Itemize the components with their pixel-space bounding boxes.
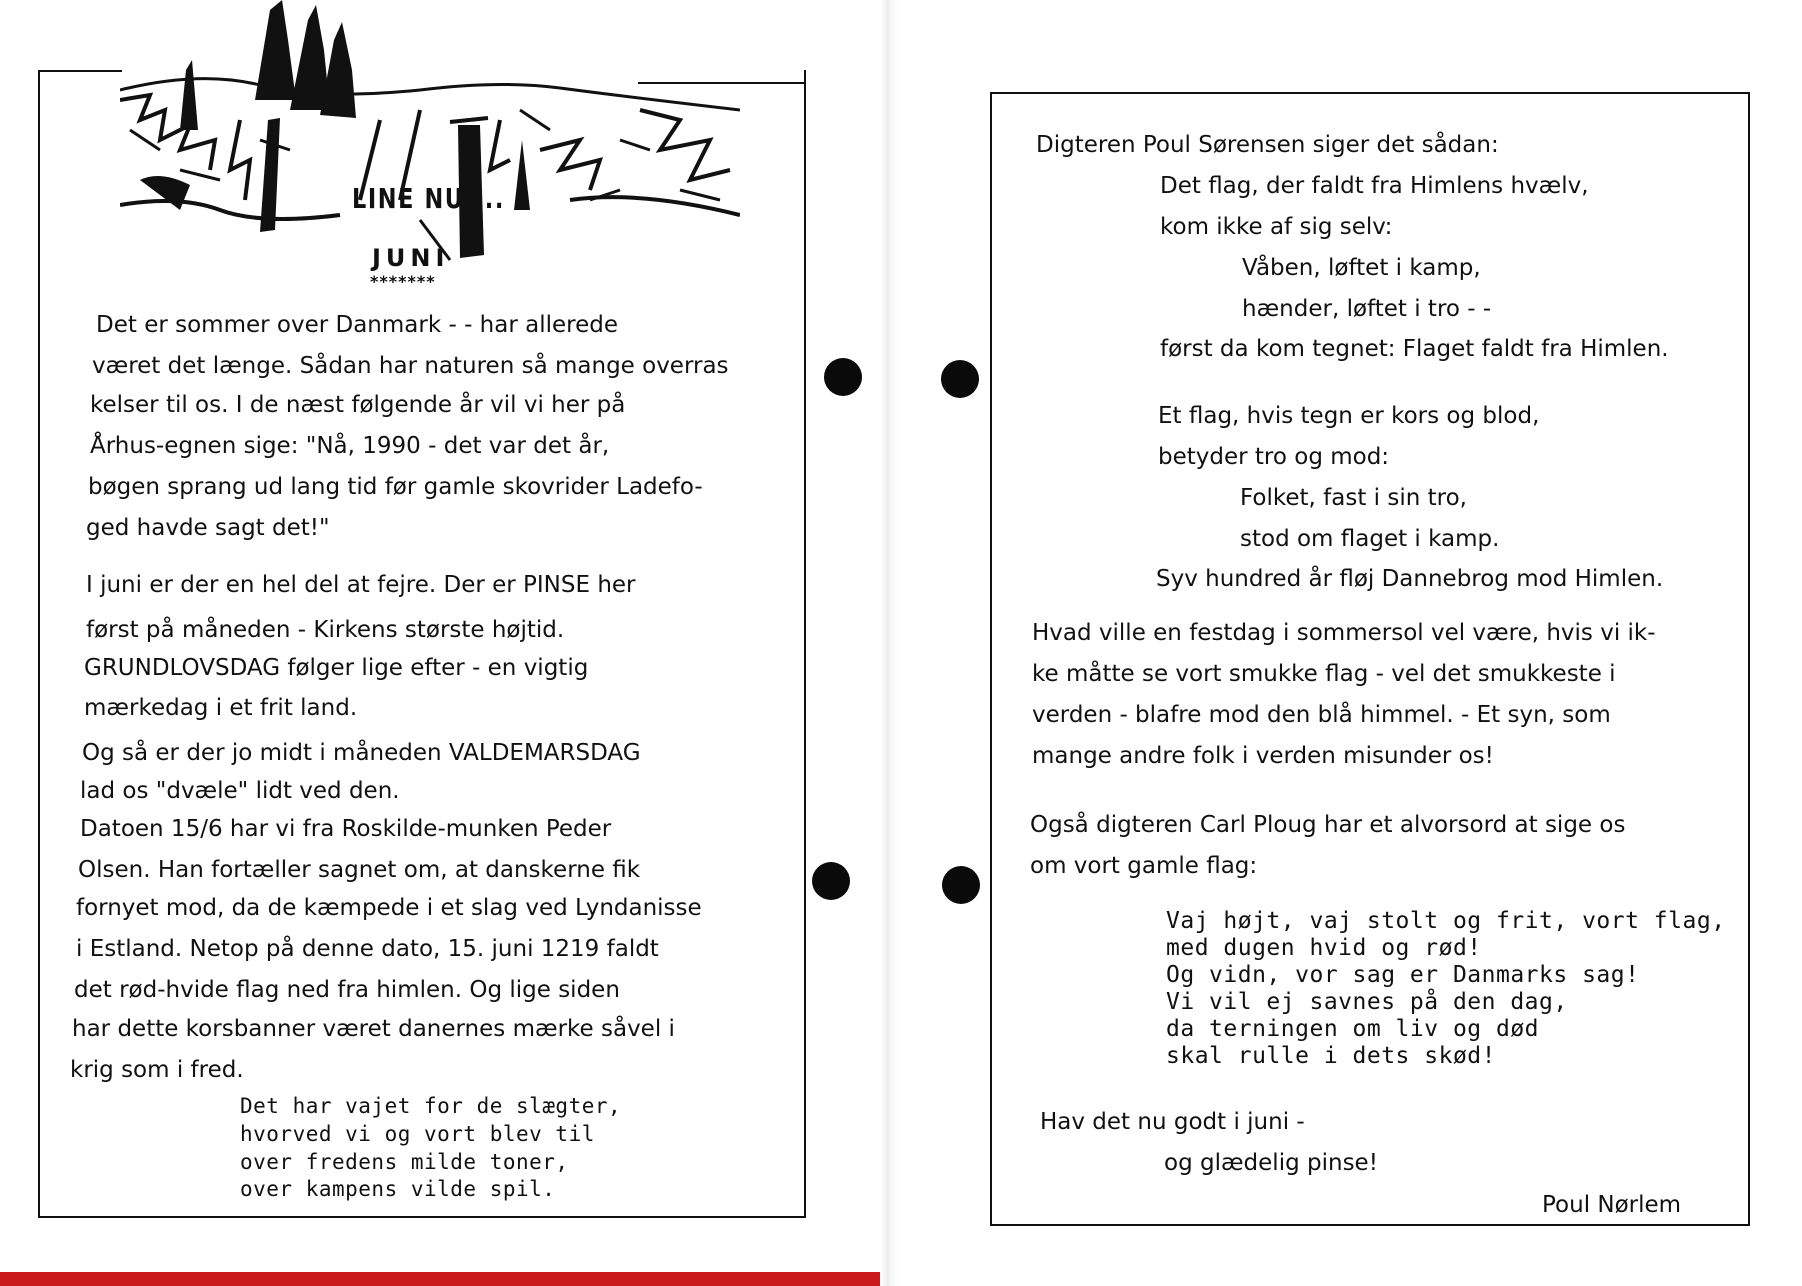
punch-hole — [942, 866, 980, 904]
closing-line: Hav det nu godt i juni - — [1040, 1109, 1305, 1135]
verse-line: Vaj højt, vaj stolt og frit, vort flag, — [1166, 908, 1726, 934]
text-line: først på måneden - Kirkens største højtid. — [86, 617, 565, 643]
text-line: mærkedag i et frit land. — [84, 695, 358, 721]
text-line: bøgen sprang ud lang tid før gamle skovrider Ladefo- — [88, 474, 703, 500]
text-line: det rød-hvide flag ned fra himlen. Og lige siden — [74, 977, 620, 1003]
text-line: kelser til os. I de næst følgende år vil vi her på — [90, 392, 626, 418]
poem-line: først da kom tegnet: Flaget faldt fra Himlen. — [1160, 336, 1669, 362]
punch-hole — [812, 862, 850, 900]
verse-line: Det har vajet for de slægter, — [240, 1094, 622, 1118]
month-heading: JUNI — [372, 244, 450, 272]
poem-line: kom ikke af sig selv: — [1160, 214, 1393, 240]
text-line: været det længe. Sådan har naturen så mange overras — [92, 353, 729, 379]
closing-line: og glædelig pinse! — [1164, 1150, 1378, 1176]
text-line: Datoen 15/6 har vi fra Roskilde-munken Peder — [80, 816, 612, 842]
text-line: krig som i fred. — [70, 1057, 244, 1083]
poem-line: Et flag, hvis tegn er kors og blod, — [1158, 403, 1540, 429]
text-line: I juni er der en hel del at fejre. Der er PINSE her — [86, 572, 636, 598]
column-heading: LINE NU.... — [352, 182, 506, 215]
text-line: lad os "dvæle" lidt ved den. — [80, 778, 400, 804]
text-line: fornyet mod, da de kæmpede i et slag ved Lyndanisse — [76, 895, 702, 921]
text-line: Og så er der jo midt i måneden VALDEMARSDAG — [82, 740, 641, 766]
verse-line: over fredens milde toner, — [240, 1150, 569, 1174]
poem-line: betyder tro og mod: — [1158, 444, 1390, 470]
verse-line: over kampens vilde spil. — [240, 1177, 556, 1201]
punch-hole — [824, 358, 862, 396]
text-line: i Estland. Netop på denne dato, 15. juni 1219 faldt — [76, 936, 659, 962]
text-line: Det er sommer over Danmark - - har allerede — [96, 312, 618, 338]
page-gutter — [880, 0, 898, 1286]
text-line: Også digteren Carl Ploug har et alvorsord at sige os — [1030, 812, 1626, 838]
verse-line: hvorved vi og vort blev til — [240, 1122, 595, 1146]
page-edge — [0, 1272, 880, 1286]
text-line: verden - blafre mod den blå himmel. - Et syn, som — [1032, 702, 1611, 728]
poem-line: hænder, løftet i tro - - — [1242, 296, 1492, 322]
punch-hole — [941, 360, 979, 398]
verse-line: da terningen om liv og død — [1166, 1016, 1540, 1042]
text-line: har dette korsbanner været danernes mærke såvel i — [72, 1016, 675, 1042]
text-line: ged havde sagt det!" — [86, 515, 330, 541]
poem-line: Våben, løftet i kamp, — [1242, 255, 1481, 281]
text-line: GRUNDLOVSDAG følger lige efter - en vigtig — [84, 655, 589, 681]
text-line: Hvad ville en festdag i sommersol vel være, hvis vi ik- — [1032, 620, 1656, 646]
text-line: Olsen. Han fortæller sagnet om, at danskerne fik — [78, 857, 641, 883]
text-line: om vort gamle flag: — [1030, 853, 1258, 879]
verse-line: med dugen hvid og rød! — [1166, 935, 1482, 961]
text-line: Århus-egnen sige: "Nå, 1990 - det var det år, — [90, 433, 610, 459]
text-line: mange andre folk i verden misunder os! — [1032, 743, 1494, 769]
star-divider: ******* — [370, 272, 436, 291]
text-line: Digteren Poul Sørensen siger det sådan: — [1036, 132, 1499, 158]
verse-line: Og vidn, vor sag er Danmarks sag! — [1166, 962, 1640, 988]
poem-line: stod om flaget i kamp. — [1240, 526, 1500, 552]
poem-line: Det flag, der faldt fra Himlens hvælv, — [1160, 173, 1589, 199]
signature: Poul Nørlem — [1542, 1192, 1682, 1218]
landscape-illustration — [120, 0, 740, 270]
verse-line: skal rulle i dets skød! — [1166, 1043, 1496, 1069]
text-line: ke måtte se vort smukke flag - vel det smukkeste i — [1032, 661, 1616, 687]
verse-line: Vi vil ej savnes på den dag, — [1166, 989, 1568, 1015]
poem-line: Syv hundred år fløj Dannebrog mod Himlen. — [1156, 566, 1664, 592]
poem-line: Folket, fast i sin tro, — [1240, 485, 1467, 511]
